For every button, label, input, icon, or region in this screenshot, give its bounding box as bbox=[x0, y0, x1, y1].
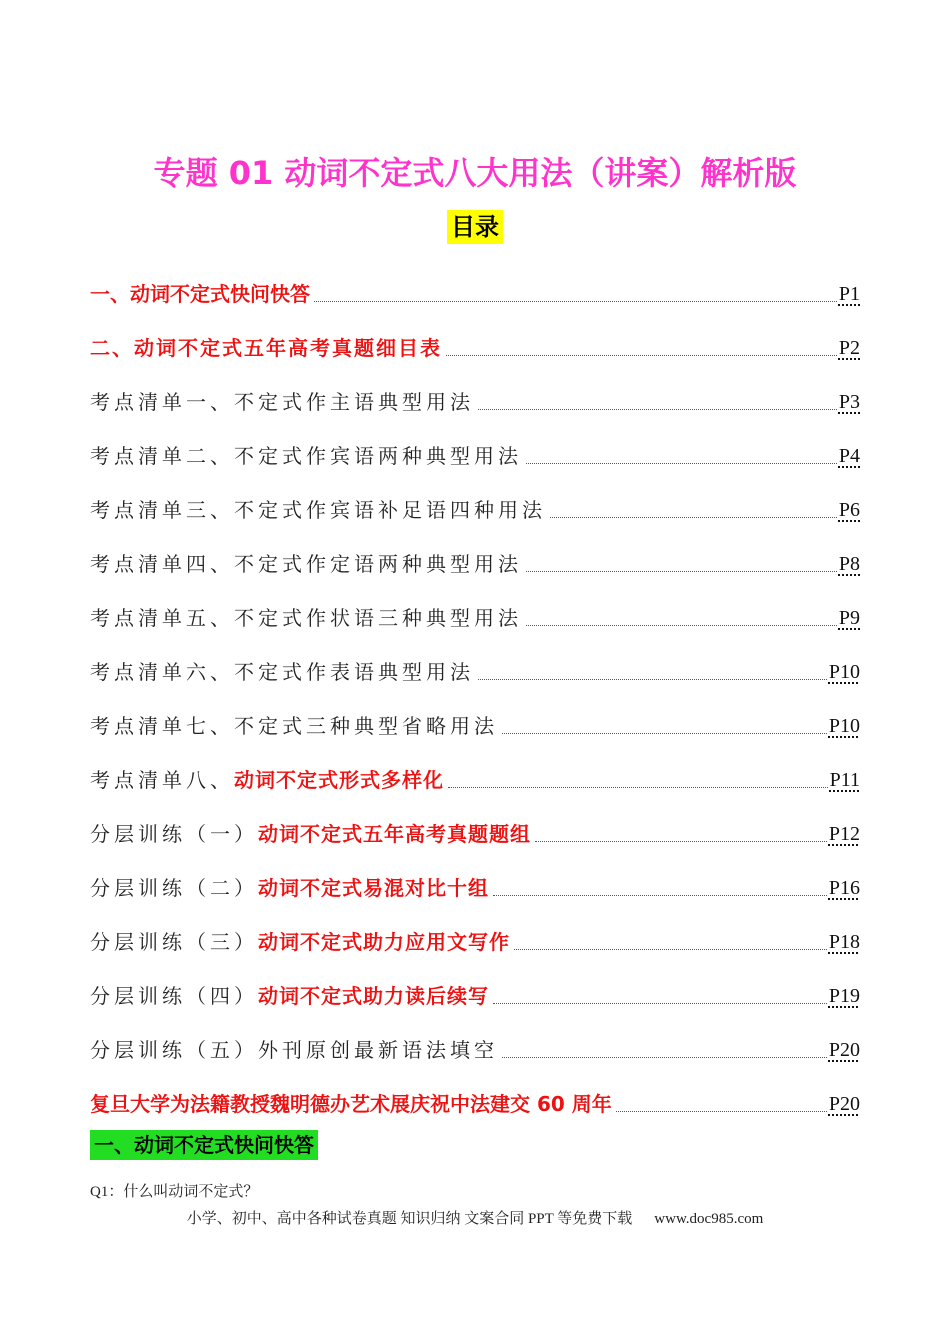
toc-row[interactable] bbox=[90, 366, 860, 420]
table-of-contents bbox=[90, 258, 860, 1122]
toc-entry-emphasis: 二、动词不定式五年高考真题细目表 bbox=[90, 336, 442, 360]
toc-dot-leader bbox=[502, 1056, 827, 1058]
toc-dot-leader bbox=[526, 462, 837, 464]
toc-row[interactable] bbox=[90, 798, 860, 852]
toc-page-number[interactable]: P11 bbox=[829, 769, 860, 791]
toc-entry-label: 分层训练（五）外刊原创最新语法填空 bbox=[90, 1038, 498, 1062]
toc-page-number[interactable]: P10 bbox=[828, 715, 860, 737]
toc-dot-leader bbox=[446, 354, 837, 356]
toc-dot-leader bbox=[493, 1002, 827, 1004]
toc-page-number[interactable]: P2 bbox=[838, 337, 860, 359]
toc-entry-text bbox=[90, 822, 531, 852]
toc-dot-leader bbox=[526, 570, 837, 572]
toc-entry-label: 考点清单六、不定式作表语典型用法 bbox=[90, 660, 474, 684]
toc-entry-label: 分层训练（一） bbox=[90, 822, 258, 846]
toc-row[interactable] bbox=[90, 744, 860, 798]
toc-row[interactable] bbox=[90, 1014, 860, 1068]
toc-entry-emphasis: 动词不定式易混对比十组 bbox=[258, 876, 489, 900]
toc-page-number[interactable]: P18 bbox=[828, 931, 860, 953]
toc-entry-label: 考点清单四、不定式作定语两种典型用法 bbox=[90, 552, 522, 576]
toc-row[interactable] bbox=[90, 852, 860, 906]
toc-dot-leader bbox=[448, 786, 828, 788]
toc-page-number[interactable]: P16 bbox=[828, 877, 860, 899]
toc-entry-text bbox=[90, 336, 442, 366]
toc-entry-text bbox=[90, 606, 522, 636]
toc-entry-text bbox=[90, 876, 489, 906]
toc-page-number[interactable]: P10 bbox=[828, 661, 860, 683]
toc-page-number[interactable]: P20 bbox=[828, 1039, 860, 1061]
toc-entry-text bbox=[90, 444, 522, 474]
toc-page-number[interactable]: P1 bbox=[838, 283, 860, 305]
toc-entry-text bbox=[90, 552, 522, 582]
toc-page-number[interactable]: P19 bbox=[828, 985, 860, 1007]
toc-entry-text bbox=[90, 660, 474, 690]
toc-dot-leader bbox=[526, 624, 837, 626]
page-footer bbox=[0, 1207, 950, 1228]
toc-row[interactable] bbox=[90, 420, 860, 474]
toc-entry-label: 考点清单五、不定式作状语三种典型用法 bbox=[90, 606, 522, 630]
toc-row[interactable] bbox=[90, 636, 860, 690]
section-heading: 一、动词不定式快问快答 bbox=[90, 1130, 318, 1160]
toc-entry-label: 分层训练（四） bbox=[90, 984, 258, 1008]
footer-text: 小学、初中、高中各种试卷真题 知识归纳 文案合同 PPT 等免费下载 bbox=[186, 1211, 633, 1227]
toc-entry-text bbox=[90, 1092, 612, 1122]
footer-url[interactable]: www.doc985.com bbox=[654, 1211, 764, 1227]
toc-entry-text bbox=[90, 768, 444, 798]
toc-entry-label: 考点清单二、不定式作宾语两种典型用法 bbox=[90, 444, 522, 468]
toc-entry-emphasis: 动词不定式形式多样化 bbox=[234, 768, 444, 792]
toc-row[interactable] bbox=[90, 528, 860, 582]
toc-dot-leader bbox=[478, 678, 827, 680]
toc-dot-leader bbox=[550, 516, 837, 518]
toc-entry-emphasis: 复旦大学为法籍教授魏明德办艺术展庆祝中法建交 60 周年 bbox=[90, 1092, 612, 1116]
toc-entry-label: 考点清单七、不定式三种典型省略用法 bbox=[90, 714, 498, 738]
toc-entry-text bbox=[90, 714, 498, 744]
toc-entry-text bbox=[90, 930, 510, 960]
toc-row[interactable] bbox=[90, 258, 860, 312]
toc-dot-leader bbox=[514, 948, 827, 950]
toc-heading-container bbox=[0, 210, 950, 244]
toc-dot-leader bbox=[478, 408, 837, 410]
toc-entry-emphasis: 一、动词不定式快问快答 bbox=[90, 282, 310, 306]
toc-row[interactable] bbox=[90, 1068, 860, 1122]
toc-dot-leader bbox=[493, 894, 827, 896]
toc-page-number[interactable]: P12 bbox=[828, 823, 860, 845]
toc-entry-emphasis: 动词不定式五年高考真题题组 bbox=[258, 822, 531, 846]
toc-row[interactable] bbox=[90, 690, 860, 744]
toc-entry-text bbox=[90, 282, 310, 312]
toc-page-number[interactable]: P4 bbox=[838, 445, 860, 467]
toc-page-number[interactable]: P20 bbox=[828, 1093, 860, 1115]
toc-row[interactable] bbox=[90, 474, 860, 528]
toc-entry-label: 分层训练（二） bbox=[90, 876, 258, 900]
question-line: Q1：什么叫动词不定式？ bbox=[90, 1184, 259, 1200]
toc-row[interactable] bbox=[90, 312, 860, 366]
toc-entry-text bbox=[90, 498, 546, 528]
toc-dot-leader bbox=[314, 300, 837, 302]
toc-entry-text bbox=[90, 984, 489, 1014]
toc-entry-label: 考点清单一、不定式作主语典型用法 bbox=[90, 390, 474, 414]
toc-dot-leader bbox=[502, 732, 827, 734]
toc-entry-label: 分层训练（三） bbox=[90, 930, 258, 954]
toc-entry-emphasis: 动词不定式助力应用文写作 bbox=[258, 930, 510, 954]
toc-entry-text bbox=[90, 390, 474, 420]
toc-entry-emphasis: 动词不定式助力读后续写 bbox=[258, 984, 489, 1008]
toc-entry-label: 考点清单三、不定式作宾语补足语四种用法 bbox=[90, 498, 546, 522]
toc-page-number[interactable]: P3 bbox=[838, 391, 860, 413]
toc-dot-leader bbox=[616, 1110, 827, 1112]
toc-page-number[interactable]: P8 bbox=[838, 553, 860, 575]
document-title: 专题 01 动词不定式八大用法（讲案）解析版 bbox=[153, 154, 797, 192]
toc-page-number[interactable]: P6 bbox=[838, 499, 860, 521]
toc-entry-label: 考点清单八、 bbox=[90, 768, 234, 792]
toc-row[interactable] bbox=[90, 906, 860, 960]
toc-row[interactable] bbox=[90, 960, 860, 1014]
toc-dot-leader bbox=[535, 840, 827, 842]
toc-row[interactable] bbox=[90, 582, 860, 636]
toc-heading: 目录 bbox=[447, 210, 503, 244]
toc-page-number[interactable]: P9 bbox=[838, 607, 860, 629]
toc-entry-text bbox=[90, 1038, 498, 1068]
